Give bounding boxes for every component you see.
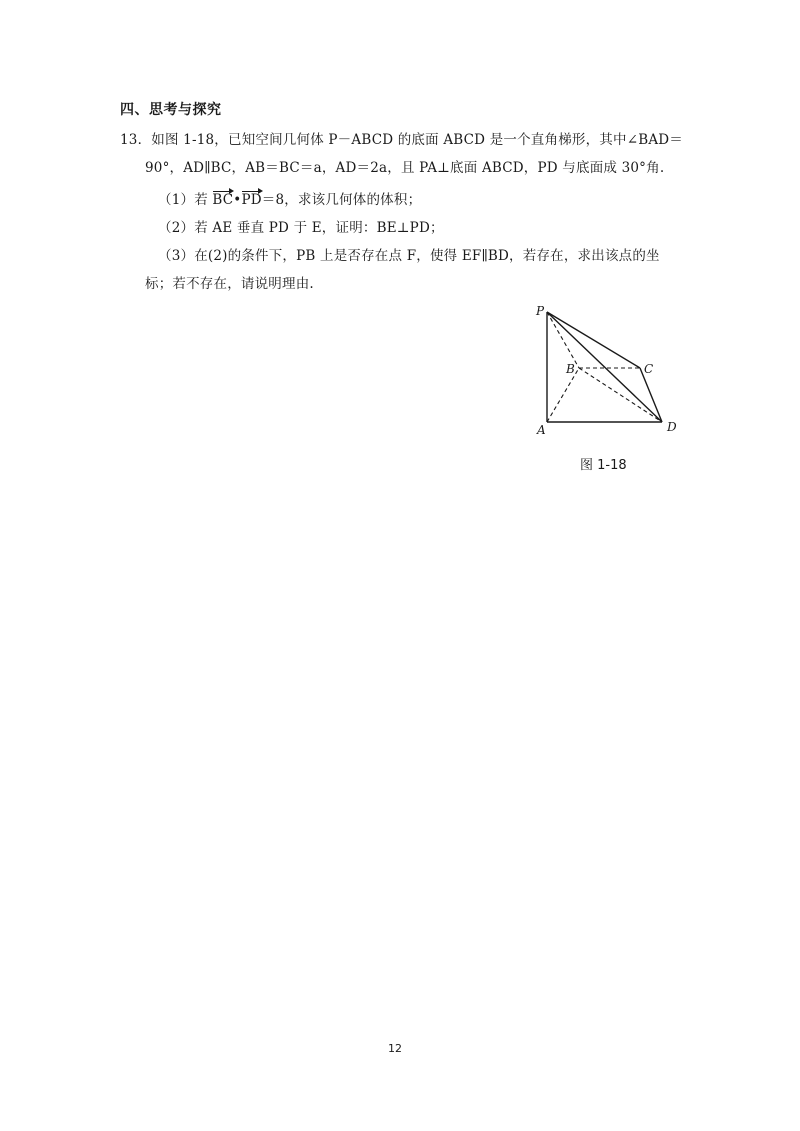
vector-pd: PD xyxy=(241,192,262,208)
vector-bc: BC xyxy=(212,192,234,208)
vertex-label-d: D xyxy=(667,420,677,434)
subquestion-3-line-1: （3）在(2)的条件下，PB 上是否存在点 F，使得 EF∥BD，若存在，求出该点的坐 xyxy=(158,248,660,264)
section-title: 四、思考与探究 xyxy=(120,102,222,118)
subquestion-1-suffix: ＝8，求该几何体的体积； xyxy=(261,192,422,208)
vertex-label-b: B xyxy=(566,362,575,376)
edge-ab xyxy=(547,368,579,422)
vertex-label-a: A xyxy=(537,423,546,437)
geometry-figure xyxy=(520,298,700,448)
edge-cd xyxy=(640,368,662,422)
subquestion-3-line-2: 标；若不存在，请说明理由. xyxy=(145,276,314,292)
subquestion-2: （2）若 AE 垂直 PD 于 E，证明：BE⊥PD； xyxy=(158,220,444,236)
subquestion-1-prefix: （1）若 xyxy=(158,192,213,208)
subquestion-1 xyxy=(158,188,421,208)
edge-bd xyxy=(579,368,662,422)
vertex-label-c: C xyxy=(644,362,654,376)
problem-statement-line-2: 90°，AD∥BC，AB＝BC＝a，AD＝2a，且 PA⊥底面 ABCD，PD 与底面成 30°角. xyxy=(145,160,665,176)
figure-caption: 图 1-18 xyxy=(580,458,627,473)
problem-statement-line-1: 13．如图 1-18，已知空间几何体 P－ABCD 的底面 ABCD 是一个直角梯形，其中∠BAD＝ xyxy=(120,132,683,148)
dot-operator: • xyxy=(233,192,242,208)
vertex-label-p: P xyxy=(536,304,545,318)
page-number: 12 xyxy=(388,1042,402,1055)
edge-pb xyxy=(547,312,579,368)
edge-pc xyxy=(547,312,640,368)
